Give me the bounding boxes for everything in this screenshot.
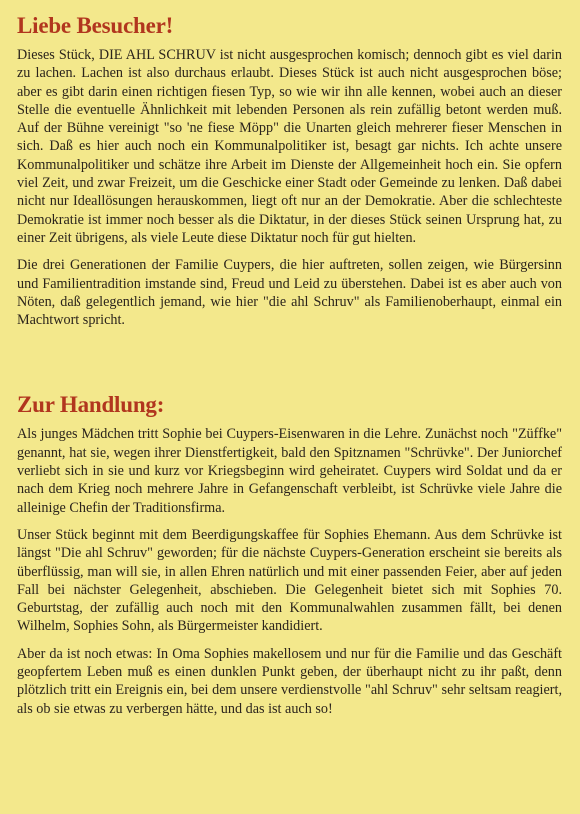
paragraph-plot-3: Aber da ist noch etwas: In Oma Sophies makellosem und nur für die Familie und das Geschäft geopfertem Leben muß es einen dunklen Punkt geben, der überhaupt nicht zu ihr paßt, denn plötzlich tritt ein Ereignis ein, bei dem unsere verdienstvolle "ahl Schruv" sehr seltsam reagiert, als ob sie etwas zu verbergen hätte, und das ist auch so! [17,645,562,717]
paragraph-intro-1: Dieses Stück, DIE AHL SCHRUV ist nicht ausgesprochen komisch; dennoch gibt es viel darin zu lachen. Lachen ist also durchaus erlaubt. Dieses Stück ist auch nicht ausgesprochen böse; aber es gibt darin einen richtigen fiesen Typ, so wie wir ihn alle kennen, wobei auch an dieser Stelle die eventuelle Ähnlichkeit mit lebenden Personen als rein zufällig betont werden muß. Auf der Bühne vereinigt "so 'ne fiese Möpp" die Unarten gleich mehrerer fieser Menschen in sich. Daß es hier auch noch ein Kommunalpolitiker ist, besagt gar nichts. Ich achte unsere Kommunalpolitiker und schätze ihre Arbeit im Dienste der Allgemeinheit hoch ein. Sie opfern viel Zeit, und zwar Freizeit, um die Geschicke einer Stadt oder Gemeinde zu lenken. Daß dabei nicht nur Ideallösungen herauskommen, liegt oft nur an der Demokratie. Aber die schlechteste Demokratie ist immer noch besser als die Diktatur, in der dieses Stück seinen Ursprung hat, zu einer Zeit übrigens, als viele Leute diese Diktatur noch für gut hielten. [17,47,562,246]
heading-liebe-besucher: Liebe Besucher! [17,13,174,38]
heading-zur-handlung: Zur Handlung: [17,392,165,418]
paragraph-plot-1: Als junges Mädchen tritt Sophie bei Cuypers-Eisenwaren in die Lehre. Zunächst noch "Züffke" genannt, hat sie, wegen ihrer Dienstfertigkeit, bald den Spitznamen "Schrüvke". Der Juniorchef verliebt sich in sie und kurz vor Kriegsbeginn wird geheiratet. Cuypers wird Soldat und da er nach dem Krieg noch mehrere Jahre in Gefangenschaft verbleibt, ist Schrüvke viele Jahre die alleinige Chefin der Traditionsfirma. [17,426,562,516]
paragraph-plot-2: Unser Stück beginnt mit dem Beerdigungskaffee für Sophies Ehemann. Aus dem Schrüvke ist längst "Die ahl Schruv" geworden; für die nächste Cuypers-Generation erscheint sie bereits als überflüssig, man will sie, in allen Ehren natürlich und mit einer passenden Feier, aber auf jeden Fall bei nächster Gelegenheit, abschieben. Die Gelegenheit bietet sich mit Sophies 70. Geburtstag, der zufällig auch noch mit den Kommunalwahlen zusammen fällt, bei denen Wilhelm, Sophies Sohn, als Bürgermeister kandidiert. [17,526,562,635]
paragraph-intro-2: Die drei Generationen der Familie Cuypers, die hier auftreten, sollen zeigen, wie Bürgersinn und Familientradition imstande sind, Freud und Leid zu überstehen. Dabei ist es aber auch von Nöten, daß gelegentlich jemand, wie hier "die ahl Schruv" als Familienoberhaupt, einmal ein Machtwort spricht. [17,257,562,329]
